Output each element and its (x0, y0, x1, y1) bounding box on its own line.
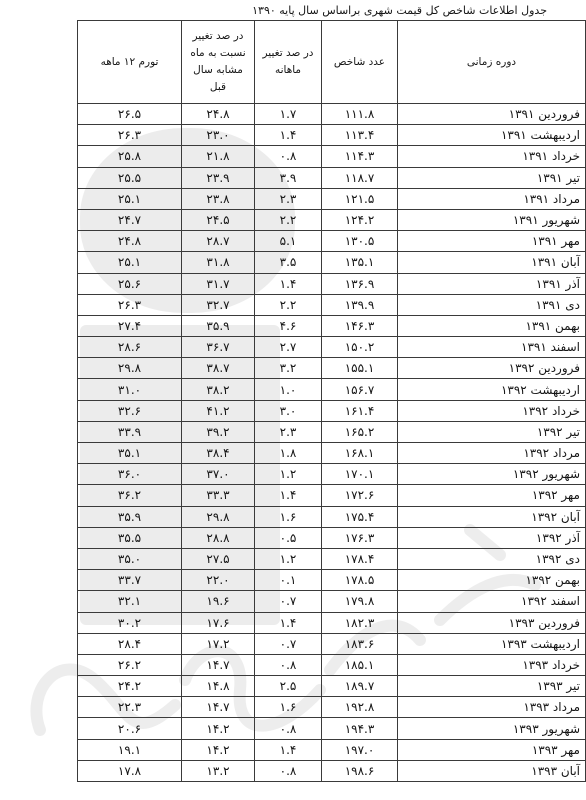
inflation-cell: ۱۷.۸ (78, 760, 182, 781)
period-cell: تیر ۱۳۹۱ (398, 167, 586, 188)
header-monthly-change: در صد تغییر ماهانه (255, 21, 322, 104)
table-row (78, 676, 586, 697)
index-cell: ۱۳۹.۹ (322, 294, 398, 315)
table-row (78, 337, 586, 358)
header-yoy-change: در صد تغییر نسبت به ماه مشابه سال قبل (182, 21, 255, 104)
table-row (78, 252, 586, 273)
inflation-cell: ۳۶.۰ (78, 464, 182, 485)
monthly-change-cell: ۰.۱ (255, 570, 322, 591)
yoy-change-cell: ۲۷.۵ (182, 548, 255, 569)
table-row (78, 464, 586, 485)
monthly-change-cell: ۱.۶ (255, 506, 322, 527)
yoy-change-cell: ۱۴.۷ (182, 697, 255, 718)
inflation-cell: ۲۴.۸ (78, 231, 182, 252)
period-cell: شهریور ۱۳۹۲ (398, 464, 586, 485)
inflation-cell: ۳۵.۰ (78, 548, 182, 569)
monthly-change-cell: ۱.۶ (255, 697, 322, 718)
yoy-change-cell: ۳۶.۷ (182, 337, 255, 358)
period-cell: فروردین ۱۳۹۳ (398, 612, 586, 633)
period-cell: دی ۱۳۹۲ (398, 548, 586, 569)
table-row (78, 760, 586, 781)
index-cell: ۱۸۵.۱ (322, 654, 398, 675)
index-cell: ۱۹۴.۳ (322, 718, 398, 739)
period-cell: شهریور ۱۳۹۱ (398, 209, 586, 230)
monthly-change-cell: ۰.۸ (255, 760, 322, 781)
index-cell: ۱۷۵.۴ (322, 506, 398, 527)
period-cell: تیر ۱۳۹۲ (398, 421, 586, 442)
table-row (78, 443, 586, 464)
period-cell: آذر ۱۳۹۱ (398, 273, 586, 294)
yoy-change-cell: ۲۹.۸ (182, 506, 255, 527)
period-cell: اسفند ۱۳۹۱ (398, 337, 586, 358)
index-cell: ۱۱۳.۴ (322, 125, 398, 146)
yoy-change-cell: ۱۴.۷ (182, 654, 255, 675)
monthly-change-cell: ۱.۴ (255, 485, 322, 506)
table-row (78, 209, 586, 230)
period-cell: مرداد ۱۳۹۳ (398, 697, 586, 718)
index-cell: ۱۹۸.۶ (322, 760, 398, 781)
inflation-cell: ۲۵.۸ (78, 146, 182, 167)
monthly-change-cell: ۱.۲ (255, 464, 322, 485)
inflation-cell: ۲۲.۳ (78, 697, 182, 718)
inflation-cell: ۳۵.۵ (78, 527, 182, 548)
inflation-cell: ۲۴.۷ (78, 209, 182, 230)
inflation-cell: ۲۴.۲ (78, 676, 182, 697)
yoy-change-cell: ۲۴.۵ (182, 209, 255, 230)
index-cell: ۱۱۸.۷ (322, 167, 398, 188)
table-row (78, 527, 586, 548)
yoy-change-cell: ۱۹.۶ (182, 591, 255, 612)
inflation-cell: ۳۱.۰ (78, 379, 182, 400)
yoy-change-cell: ۱۴.۸ (182, 676, 255, 697)
index-cell: ۱۳۵.۱ (322, 252, 398, 273)
table-row (78, 506, 586, 527)
monthly-change-cell: ۱.۴ (255, 612, 322, 633)
yoy-change-cell: ۳۵.۹ (182, 315, 255, 336)
monthly-change-cell: ۱.۴ (255, 739, 322, 760)
yoy-change-cell: ۲۳.۹ (182, 167, 255, 188)
period-cell: اردیبهشت ۱۳۹۲ (398, 379, 586, 400)
index-cell: ۱۶۵.۲ (322, 421, 398, 442)
table-row (78, 654, 586, 675)
inflation-cell: ۲۵.۱ (78, 188, 182, 209)
yoy-change-cell: ۲۳.۸ (182, 188, 255, 209)
table-row (78, 697, 586, 718)
table-row (78, 188, 586, 209)
index-cell: ۱۷۶.۳ (322, 527, 398, 548)
monthly-change-cell: ۰.۷ (255, 591, 322, 612)
monthly-change-cell: ۳.۹ (255, 167, 322, 188)
table-row (78, 612, 586, 633)
inflation-cell: ۲۵.۵ (78, 167, 182, 188)
inflation-cell: ۳۵.۹ (78, 506, 182, 527)
monthly-change-cell: ۲.۷ (255, 337, 322, 358)
inflation-cell: ۳۲.۶ (78, 400, 182, 421)
inflation-cell: ۳۳.۷ (78, 570, 182, 591)
period-cell: اردیبهشت ۱۳۹۳ (398, 633, 586, 654)
header-row (78, 21, 586, 104)
table-row (78, 548, 586, 569)
monthly-change-cell: ۲.۳ (255, 188, 322, 209)
table-row (78, 273, 586, 294)
table-header (78, 21, 586, 104)
period-cell: دی ۱۳۹۱ (398, 294, 586, 315)
table-row (78, 591, 586, 612)
yoy-change-cell: ۱۴.۲ (182, 739, 255, 760)
inflation-cell: ۳۲.۱ (78, 591, 182, 612)
monthly-change-cell: ۱.۸ (255, 443, 322, 464)
inflation-cell: ۲۵.۶ (78, 273, 182, 294)
price-index-table (77, 20, 586, 782)
table-body (78, 104, 586, 782)
yoy-change-cell: ۱۴.۲ (182, 718, 255, 739)
monthly-change-cell: ۵.۱ (255, 231, 322, 252)
monthly-change-cell: ۱.۴ (255, 125, 322, 146)
table-row (78, 570, 586, 591)
inflation-cell: ۲۶.۳ (78, 294, 182, 315)
yoy-change-cell: ۲۴.۸ (182, 104, 255, 125)
period-cell: آبان ۱۳۹۳ (398, 760, 586, 781)
period-cell: مهر ۱۳۹۱ (398, 231, 586, 252)
yoy-change-cell: ۱۳.۲ (182, 760, 255, 781)
inflation-cell: ۲۶.۳ (78, 125, 182, 146)
index-cell: ۱۷۹.۸ (322, 591, 398, 612)
index-cell: ۱۲۱.۵ (322, 188, 398, 209)
yoy-change-cell: ۳۹.۲ (182, 421, 255, 442)
period-cell: آذر ۱۳۹۲ (398, 527, 586, 548)
yoy-change-cell: ۲۳.۰ (182, 125, 255, 146)
yoy-change-cell: ۳۲.۷ (182, 294, 255, 315)
yoy-change-cell: ۲۸.۷ (182, 231, 255, 252)
monthly-change-cell: ۲.۳ (255, 421, 322, 442)
period-cell: مرداد ۱۳۹۱ (398, 188, 586, 209)
index-cell: ۱۱۱.۸ (322, 104, 398, 125)
table-row (78, 104, 586, 125)
period-cell: بهمن ۱۳۹۲ (398, 570, 586, 591)
yoy-change-cell: ۳۱.۷ (182, 273, 255, 294)
index-cell: ۱۵۵.۱ (322, 358, 398, 379)
period-cell: تیر ۱۳۹۳ (398, 676, 586, 697)
index-cell: ۱۸۹.۷ (322, 676, 398, 697)
inflation-cell: ۲۶.۲ (78, 654, 182, 675)
yoy-change-cell: ۴۱.۲ (182, 400, 255, 421)
index-cell: ۱۶۸.۱ (322, 443, 398, 464)
table-row (78, 379, 586, 400)
yoy-change-cell: ۳۷.۰ (182, 464, 255, 485)
period-cell: خرداد ۱۳۹۱ (398, 146, 586, 167)
inflation-cell: ۳۵.۱ (78, 443, 182, 464)
inflation-cell: ۲۰.۶ (78, 718, 182, 739)
period-cell: خرداد ۱۳۹۲ (398, 400, 586, 421)
monthly-change-cell: ۰.۸ (255, 146, 322, 167)
yoy-change-cell: ۳۳.۳ (182, 485, 255, 506)
monthly-change-cell: ۲.۵ (255, 676, 322, 697)
index-cell: ۱۹۷.۰ (322, 739, 398, 760)
monthly-change-cell: ۲.۲ (255, 294, 322, 315)
table-row (78, 718, 586, 739)
monthly-change-cell: ۰.۵ (255, 527, 322, 548)
index-cell: ۱۲۴.۲ (322, 209, 398, 230)
inflation-cell: ۲۶.۵ (78, 104, 182, 125)
index-cell: ۱۷۸.۴ (322, 548, 398, 569)
yoy-change-cell: ۲۸.۸ (182, 527, 255, 548)
index-cell: ۱۸۳.۶ (322, 633, 398, 654)
monthly-change-cell: ۰.۸ (255, 654, 322, 675)
period-cell: فروردین ۱۳۹۲ (398, 358, 586, 379)
table-caption: جدول اطلاعات شاخص کل قیمت شهری براساس سال پایه ۱۳۹۰ (252, 4, 547, 17)
table-row (78, 400, 586, 421)
index-cell: ۱۷۸.۵ (322, 570, 398, 591)
monthly-change-cell: ۳.۲ (255, 358, 322, 379)
inflation-cell: ۲۹.۸ (78, 358, 182, 379)
monthly-change-cell: ۱.۷ (255, 104, 322, 125)
header-inflation: تورم ۱۲ ماهه (78, 21, 182, 104)
yoy-change-cell: ۳۸.۷ (182, 358, 255, 379)
table-row (78, 633, 586, 654)
inflation-cell: ۲۸.۶ (78, 337, 182, 358)
index-cell: ۱۵۶.۷ (322, 379, 398, 400)
period-cell: آبان ۱۳۹۲ (398, 506, 586, 527)
index-cell: ۱۹۲.۸ (322, 697, 398, 718)
index-cell: ۱۷۲.۶ (322, 485, 398, 506)
inflation-cell: ۲۸.۴ (78, 633, 182, 654)
inflation-cell: ۲۵.۱ (78, 252, 182, 273)
yoy-change-cell: ۱۷.۶ (182, 612, 255, 633)
index-cell: ۱۳۶.۹ (322, 273, 398, 294)
index-cell: ۱۱۴.۳ (322, 146, 398, 167)
table-row (78, 315, 586, 336)
yoy-change-cell: ۳۸.۴ (182, 443, 255, 464)
header-index: عدد شاخص (322, 21, 398, 104)
table-row (78, 125, 586, 146)
monthly-change-cell: ۲.۲ (255, 209, 322, 230)
table-row (78, 739, 586, 760)
table-row (78, 294, 586, 315)
period-cell: فروردین ۱۳۹۱ (398, 104, 586, 125)
header-period: دوره زمانی (398, 21, 586, 104)
index-cell: ۱۵۰.۲ (322, 337, 398, 358)
period-cell: شهریور ۱۳۹۳ (398, 718, 586, 739)
yoy-change-cell: ۲۱.۸ (182, 146, 255, 167)
index-cell: ۱۷۰.۱ (322, 464, 398, 485)
index-cell: ۱۶۱.۴ (322, 400, 398, 421)
monthly-change-cell: ۳.۵ (255, 252, 322, 273)
table-row (78, 485, 586, 506)
table-row (78, 167, 586, 188)
inflation-cell: ۳۶.۲ (78, 485, 182, 506)
period-cell: بهمن ۱۳۹۱ (398, 315, 586, 336)
monthly-change-cell: ۳.۰ (255, 400, 322, 421)
monthly-change-cell: ۱.۲ (255, 548, 322, 569)
yoy-change-cell: ۲۲.۰ (182, 570, 255, 591)
table-row (78, 146, 586, 167)
period-cell: مرداد ۱۳۹۲ (398, 443, 586, 464)
monthly-change-cell: ۱.۰ (255, 379, 322, 400)
inflation-cell: ۱۹.۱ (78, 739, 182, 760)
period-cell: خرداد ۱۳۹۳ (398, 654, 586, 675)
period-cell: آبان ۱۳۹۱ (398, 252, 586, 273)
index-cell: ۱۴۶.۳ (322, 315, 398, 336)
inflation-cell: ۳۰.۲ (78, 612, 182, 633)
inflation-cell: ۲۷.۴ (78, 315, 182, 336)
yoy-change-cell: ۳۱.۸ (182, 252, 255, 273)
period-cell: اسفند ۱۳۹۲ (398, 591, 586, 612)
monthly-change-cell: ۱.۴ (255, 273, 322, 294)
yoy-change-cell: ۳۸.۲ (182, 379, 255, 400)
index-cell: ۱۳۰.۵ (322, 231, 398, 252)
monthly-change-cell: ۰.۷ (255, 633, 322, 654)
inflation-cell: ۳۳.۹ (78, 421, 182, 442)
monthly-change-cell: ۴.۶ (255, 315, 322, 336)
yoy-change-cell: ۱۷.۲ (182, 633, 255, 654)
index-cell: ۱۸۲.۳ (322, 612, 398, 633)
period-cell: مهر ۱۳۹۳ (398, 739, 586, 760)
table-row (78, 421, 586, 442)
table-row (78, 358, 586, 379)
monthly-change-cell: ۰.۸ (255, 718, 322, 739)
period-cell: مهر ۱۳۹۲ (398, 485, 586, 506)
table-row (78, 231, 586, 252)
period-cell: اردیبهشت ۱۳۹۱ (398, 125, 586, 146)
